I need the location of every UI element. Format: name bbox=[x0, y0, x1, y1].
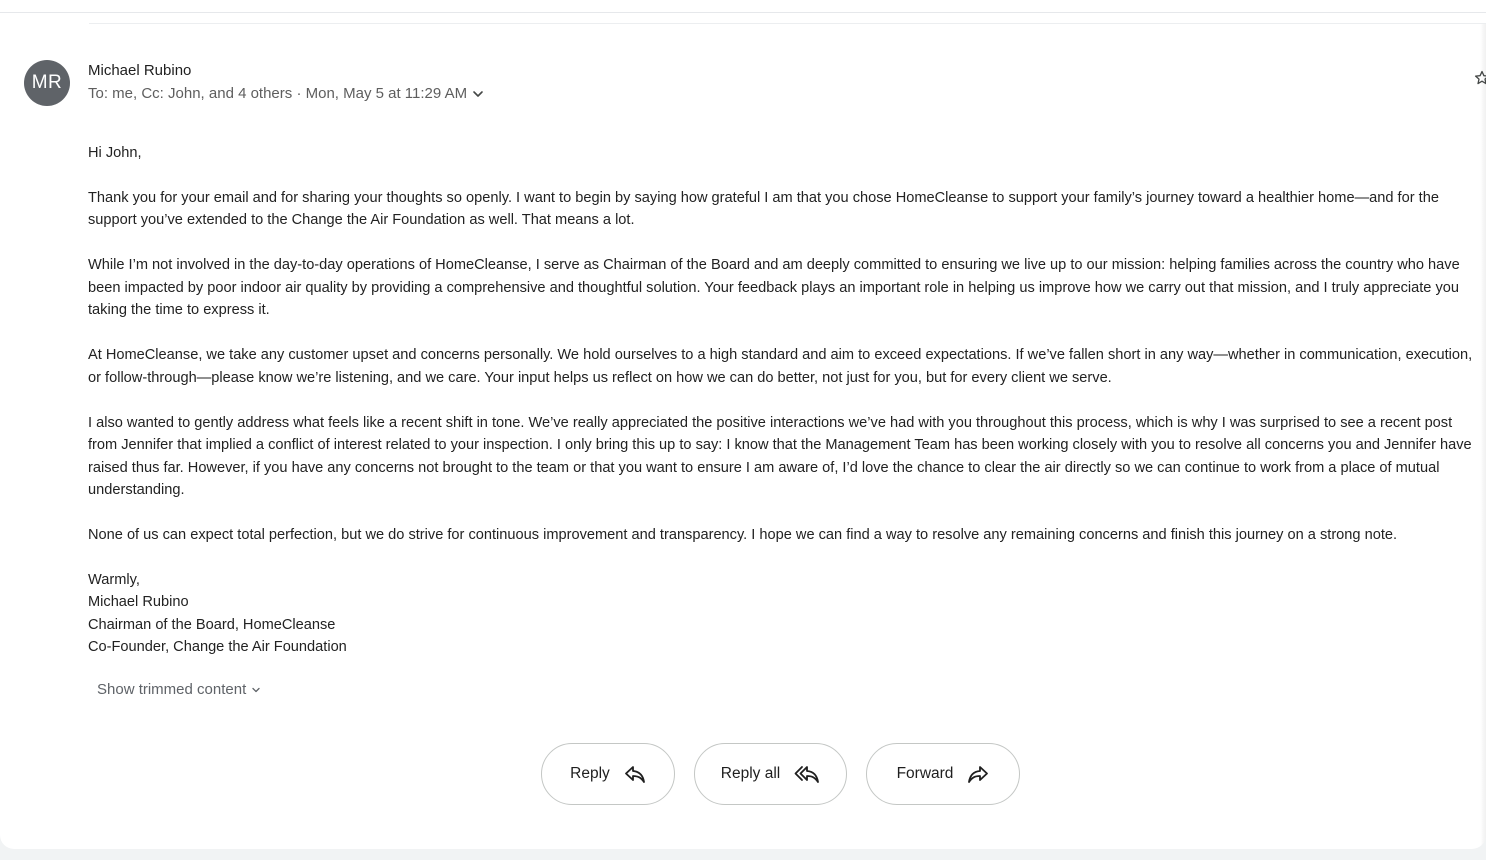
recipients-line: To: me, Cc: John, and 4 others · Mon, May 5 at 11:29 AM bbox=[88, 85, 468, 102]
star-icon[interactable] bbox=[1474, 70, 1486, 84]
recipients-details-toggle[interactable] bbox=[88, 85, 485, 102]
signature bbox=[88, 569, 1474, 659]
avatar-initials: MR bbox=[31, 72, 63, 93]
chevron-down-icon bbox=[471, 87, 485, 101]
reply-arrow-icon bbox=[624, 764, 646, 784]
divider bbox=[89, 23, 1486, 24]
signature-line: Chairman of the Board, HomeCleanse bbox=[88, 616, 336, 633]
forward-button[interactable] bbox=[866, 743, 1020, 805]
greeting: Hi John, bbox=[88, 145, 142, 161]
reply-label: Reply bbox=[570, 765, 610, 782]
body-paragraph: I also wanted to gently address what feels like a recent shift in tone. We’ve really appreciated the positive interactions we’ve had with you throughout this process, which is why I was surprised to see a recent post from Jennifer that implied a conflict of interest related to your inspection. I only bring this up to say: I know that the Management Team has been working closely with you to resolve all concerns you and Jennifer have raised thus far. However, if you have any concerns not brought to the team or that you want to ensure I am aware of, I’d love the chance to clear the air directly so we can continue to work from a place of mutual understanding. bbox=[88, 414, 1472, 499]
body-paragraph: While I’m not involved in the day-to-day operations of HomeCleanse, I serve as Chairman of the Board and am deeply committed to ensuring we live up to our mission: helping families across the country who have been impacted by poor indoor air quality by providing a comprehensive and thoughtful solution. Your feedback plays an important role in helping us improve how we carry out that mission, and I truly appreciate you taking the time to express it. bbox=[88, 257, 1460, 319]
scroll-edge-shadow bbox=[1480, 24, 1486, 849]
body-paragraph: Thank you for your email and for sharing your thoughts so openly. I want to begin by saying how grateful I am that you chose HomeCleanse to support your family’s journey toward a healthier home—and for the support you’ve extended to the Change the Air Foundation as well. That means a lot. bbox=[88, 189, 1439, 229]
reply-all-button[interactable] bbox=[694, 743, 847, 805]
chevron-down-icon bbox=[251, 685, 261, 695]
signature-line: Warmly, bbox=[88, 571, 140, 588]
forward-arrow-icon bbox=[967, 764, 989, 784]
show-trimmed-content-button[interactable] bbox=[97, 681, 261, 698]
body-paragraph: At HomeCleanse, we take any customer upset and concerns personally. We hold ourselves to a high standard and aim to exceed expectations. If we’ve fallen short in any way—whether in communication, execution, or follow-through—please know we’re listening, and we care. Your input helps us reflect on how we can do better, not just for you, but for every client we serve. bbox=[88, 347, 1473, 386]
signature-line: Michael Rubino bbox=[88, 594, 189, 611]
reply-button[interactable] bbox=[541, 743, 675, 805]
body-paragraph: None of us can expect total perfection, but we do strive for continuous improvement and transparency. I hope we can find a way to resolve any remaining concerns and finish this journey on a strong note. bbox=[88, 526, 1398, 543]
divider bbox=[0, 12, 1486, 13]
sender-name[interactable]: Michael Rubino bbox=[88, 62, 192, 79]
reply-all-label: Reply all bbox=[720, 765, 781, 782]
message-body bbox=[88, 142, 1474, 659]
reply-all-arrow-icon bbox=[794, 764, 820, 784]
signature-line: Co-Founder, Change the Air Foundation bbox=[88, 639, 347, 656]
show-trimmed-label: Show trimmed content bbox=[97, 681, 247, 698]
avatar[interactable] bbox=[24, 60, 70, 106]
forward-label: Forward bbox=[896, 765, 954, 782]
